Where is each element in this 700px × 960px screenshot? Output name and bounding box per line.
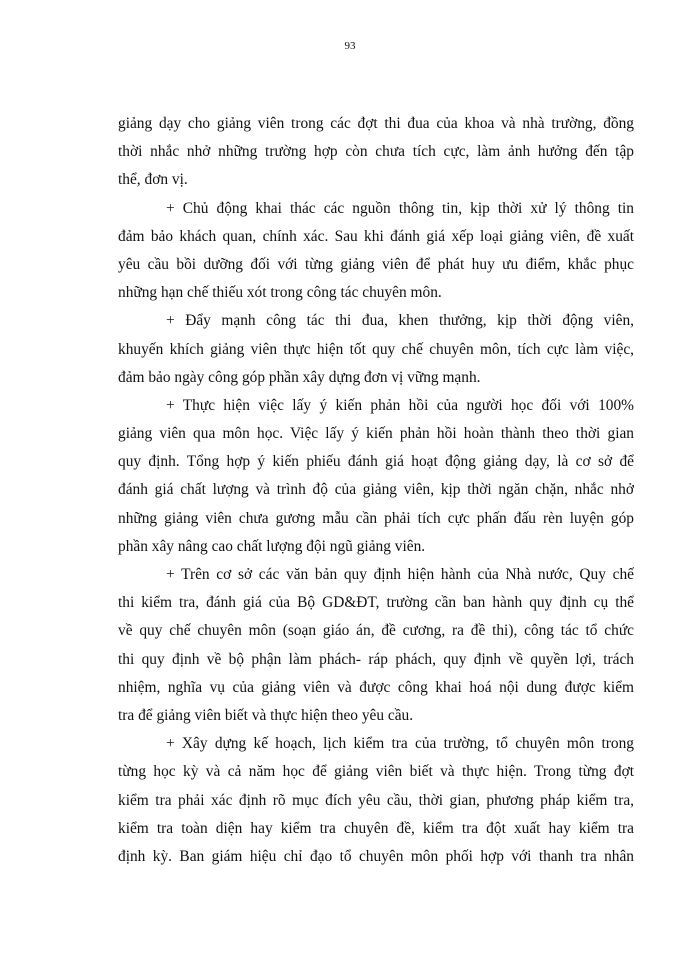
document-body bbox=[118, 110, 634, 871]
paragraph bbox=[118, 110, 634, 195]
paragraph bbox=[118, 730, 634, 871]
text-line: nhiệm, nghĩa vụ của giảng viên và được công khai hoá nội dung được kiểm bbox=[118, 678, 634, 696]
text-line: giảng dạy cho giảng viên trong các đợt thi đua của khoa và nhà trường, đồng bbox=[118, 115, 634, 132]
text-line: tra để giảng viên biết và thực hiện theo yêu cầu. bbox=[118, 706, 414, 724]
text-line: phần xây nâng cao chất lượng đội ngũ giảng viên. bbox=[118, 537, 426, 555]
text-line: kiểm tra phải xác định rõ mục đích yêu cầu, thời gian, phương pháp kiểm tra, bbox=[118, 791, 634, 809]
paragraph bbox=[118, 307, 634, 392]
text-line: kiểm tra toàn diện hay kiểm tra chuyên đề, kiểm tra đột xuất hay kiểm tra bbox=[118, 819, 634, 837]
text-line: + Thực hiện việc lấy ý kiến phản hồi của người học đối với 100% bbox=[166, 396, 634, 414]
paragraph bbox=[118, 195, 634, 308]
page-number: 93 bbox=[344, 40, 356, 52]
text-line: + Xây dựng kế hoạch, lịch kiểm tra của trường, tổ chuyên môn trong bbox=[166, 735, 634, 753]
text-line: giảng viên qua môn học. Việc lấy ý kiến phản hồi hoàn thành theo thời gian bbox=[118, 425, 634, 443]
text-line: + Chủ động khai thác các nguồn thông tin, kịp thời xử lý thông tin bbox=[166, 199, 634, 217]
text-line: định kỳ. Ban giám hiệu chỉ đạo tổ chuyên môn phối hợp với thanh tra nhân bbox=[118, 847, 634, 865]
paragraph bbox=[118, 561, 634, 730]
paragraph bbox=[118, 392, 634, 561]
text-line: thể, đơn vị. bbox=[118, 171, 188, 189]
text-line: yêu cầu bồi dưỡng đối với từng giảng viên để phát huy ưu điểm, khắc phục bbox=[118, 255, 634, 273]
text-line: quy định. Tổng hợp ý kiến phiếu đánh giá hoạt động giảng dạy, là cơ sở để bbox=[118, 453, 634, 471]
text-line: thi quy định về bộ phận làm phách- ráp phách, quy định về quyền lợi, trách bbox=[118, 650, 634, 668]
text-line: + Đẩy mạnh công tác thi đua, khen thưởng, kịp thời động viên, bbox=[166, 312, 634, 330]
text-line: + Trên cơ sở các văn bản quy định hiện hành của Nhà nước, Quy chế bbox=[166, 566, 634, 583]
text-line: đảm bảo ngày công góp phần xây dựng đơn vị vững mạnh. bbox=[118, 368, 481, 386]
text-line: những hạn chế thiếu xót trong công tác chuyên môn. bbox=[118, 284, 442, 302]
text-line: những giảng viên chưa gương mẫu cần phải tích cực phấn đấu rèn luyện góp bbox=[118, 509, 634, 527]
text-line: thời nhắc nhở những trường hợp còn chưa tích cực, làm ảnh hưởng đến tập bbox=[118, 143, 634, 161]
text-line: thi kiểm tra, đánh giá của Bộ GD&ĐT, trường cần ban hành quy định cụ thể bbox=[118, 594, 634, 612]
text-line: đánh giá chất lượng và trình độ của giảng viên, kịp thời ngăn chặn, nhắc nhở bbox=[118, 481, 634, 499]
text-line: từng học kỳ và cả năm học để giảng viên biết và thực hiện. Trong từng đợt bbox=[118, 763, 634, 781]
text-line: khuyến khích giảng viên thực hiện tốt quy chế chuyên môn, tích cực làm việc, bbox=[118, 340, 634, 358]
text-line: đảm bảo khách quan, chính xác. Sau khi đánh giá xếp loại giảng viên, đề xuất bbox=[118, 227, 634, 245]
text-line: về quy chế chuyên môn (soạn giáo án, đề cương, ra đề thi), công tác tổ chức bbox=[118, 622, 634, 640]
